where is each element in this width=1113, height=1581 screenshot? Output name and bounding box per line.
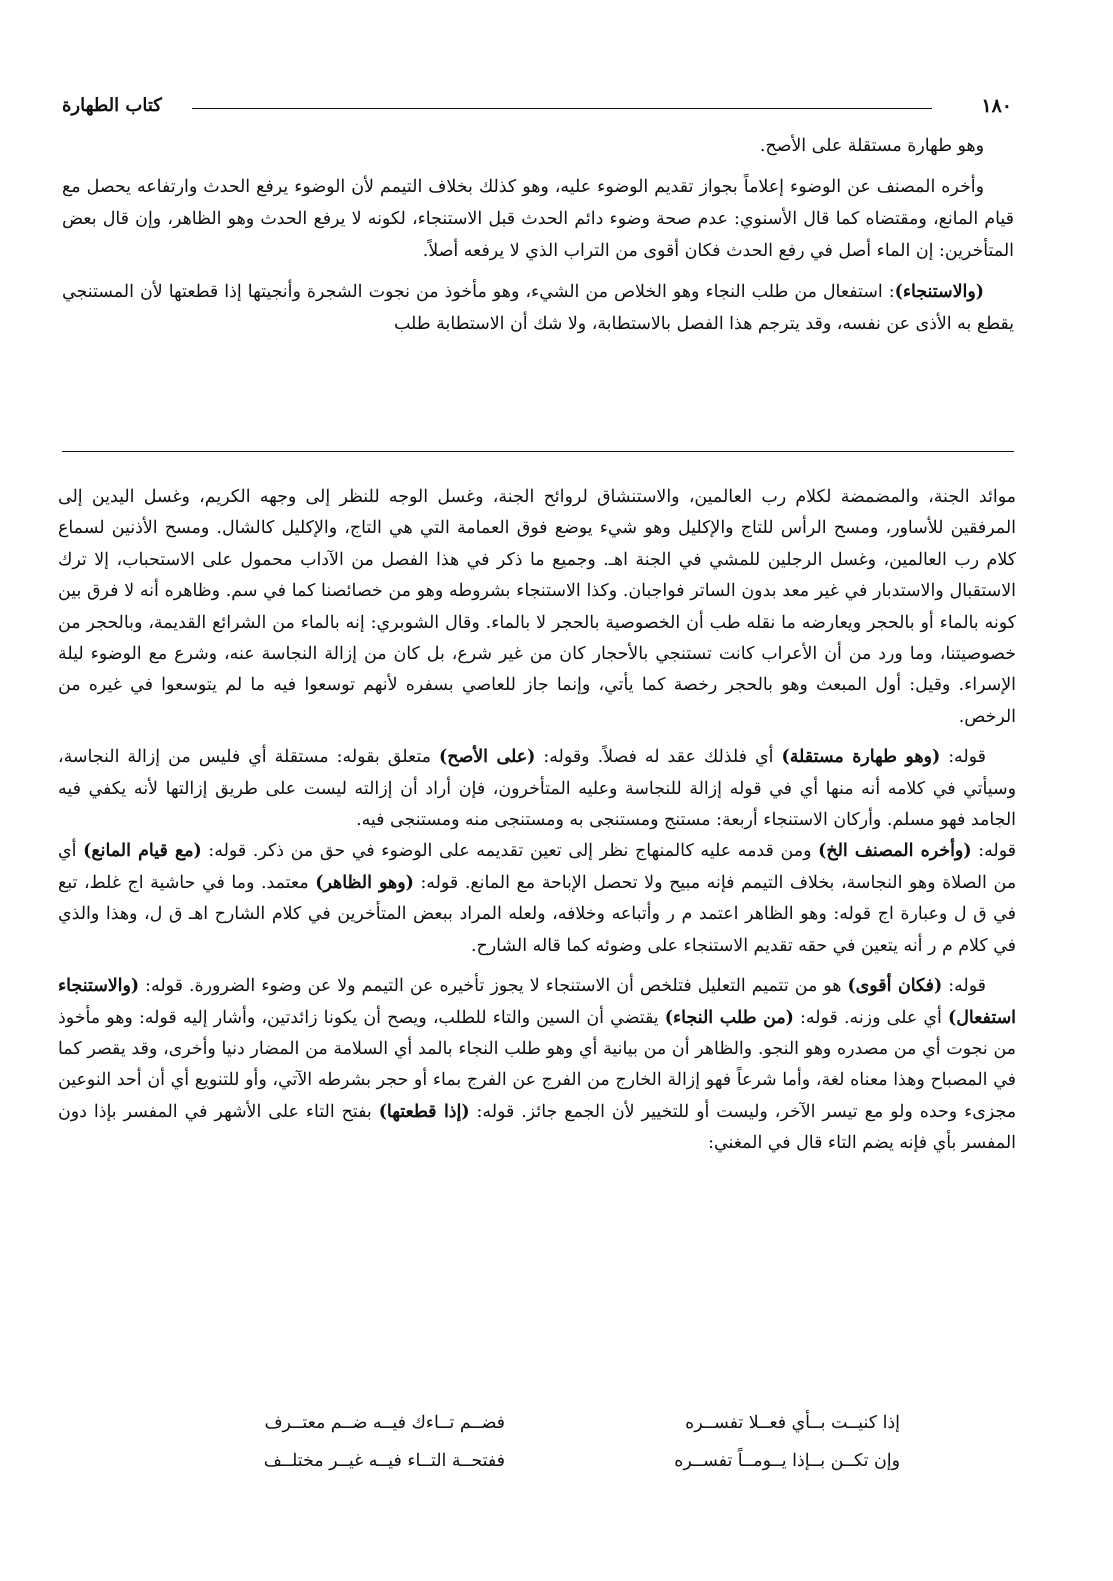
running-title: كتاب الطهارة <box>62 95 162 116</box>
verse-first-hemistich: إذا كنيــت بــأي فعــلا تفســره <box>685 1413 900 1433</box>
page-header <box>62 92 1012 122</box>
bold-term: (من طلب النجاء) <box>664 1007 794 1028</box>
bold-term: (وهو طهارة مستقلة) <box>781 747 941 768</box>
footnote-text: قوله: <box>942 976 986 997</box>
footnote-text: أي فلذلك عقد له فصلاً. وقوله: <box>535 747 782 768</box>
main-paragraph <box>62 276 1014 340</box>
bold-term: (إذا قطعتها) <box>378 1101 470 1122</box>
footnote-paragraph <box>58 742 1016 836</box>
verse-first-hemistich: وإن تكــن بــإذا يــومــاً تفســره <box>674 1451 900 1471</box>
bold-term: (وأخره المصنف الخ) <box>818 841 972 862</box>
footnote-text: معتمد. وما في حاشية اج غلط، تبع في ق ل وعبارة اج قوله: وهو الظاهر اعتمد م ر وأتباعه وخلافه، ولعله المراد ببعض المتأخرين في كلام الشارح اهـ ق ل، وهذا والذي في كلام م ر أنه يتعين في حقه تقديم الاستنجاء على وضوئه كما قاله الشارح. <box>58 872 1016 956</box>
footnote-text: هو من تتميم التعليل فتلخص أن الاستنجاء لا يجوز تأخيره عن التيمم ولا عن وضوء الضرورة. قوله: <box>139 976 848 997</box>
header-rule <box>192 108 932 109</box>
verse-second-hemistich: ففتحــة التــاء فيــه غيــر مختلــف <box>263 1451 505 1471</box>
bold-term: (على الأصح) <box>438 747 536 768</box>
main-text <box>62 130 1014 340</box>
footnote-text: قوله: <box>971 841 1016 862</box>
footnote-paragraph <box>58 836 1016 962</box>
footnote-paragraph: موائد الجنة، والمضمضة لكلام رب العالمين، والاستنشاق لروائح الجنة، وغسل الوجه للنظر إلى وجهه الكريم، وغسل اليدين إلى المرفقين للأساور، ومسح الرأس للتاج والإكليل وهو شيء يوضع فوق العمامة التي هي التاج، والإكليل كالشال. ومسح الأذنين لسماع كلام رب العالمين، وغسل الرجلين للمشي في الجنة اهـ. وجميع ما ذكر في هذا الفصل من الآداب محمول على الاستحباب، إلا ترك الاستقبال والاستدبار في غير معد بدون الساتر فواجبان. وكذا الاستنجاء بشروطه وهو من خصائصنا كما في سم. وظاهره أنه لا فرق بين كونه بالماء أو بالحجر ويعارضه ما نقله طب أن الخصوصية بالحجر لا بالماء. وقال الشوبري: إنه بالماء من الشرائع القديمة، وبالحجر من خصوصيتنا، وما ورد من أن الأعراب كانت تستنجي بالأحجار كان من غير شرع، بل كان من إزالة النجاسة عنه، وشرع مع الوضوء ليلة الإسراء. وقيل: أول المبعث وهو بالحجر رخصة كما يأتي، وإنما جاز للعاصي بسفره لأنهم توسعوا فيه ما لم يتوسعوا في غيره من الرخص. <box>58 487 1016 727</box>
bold-term: (وهو الظاهر) <box>315 872 414 893</box>
bold-term: (مع قيام المانع) <box>83 841 202 862</box>
footnote-divider <box>62 451 1014 452</box>
bold-term: (فكان أقوى) <box>847 976 943 997</box>
footnote-text: متعلق بقوله: مستقلة أي فليس من إزالة النجاسة، وسيأتي في كلامه أنه منها أي في قوله إزالة للنجاسة وعليه المتأخرون، فإن أراد أن إزالته ليست على طريق إزالتها لأنه يكفي فيه الجامد فهو مسلم. وأركان الاستنجاء أربعة: مستنج ومستنجى به ومستنجى منه ومستنجى فيه. <box>58 747 1016 831</box>
paragraph-text: : استفعال من طلب النجاء وهو الخلاص من الشيء، وهو مأخوذ من نجوت الشجرة وأنجيتها إذا قطعتها لأن المستنجي يقطع به الأذى عن نفسه، وقد يترجم هذا الفصل بالاستطابة، ولا شك أن الاستطابة طلب <box>62 282 1014 334</box>
verse-second-hemistich: فضــم تــاءك فيــه ضــم معتــرف <box>264 1413 505 1433</box>
footnotes <box>58 482 1016 1160</box>
bold-term: (والاستنجاء) <box>894 282 984 302</box>
footnote-paragraph <box>58 971 1016 1159</box>
footnote-text: أي من الصلاة وهو النجاسة، بخلاف التيمم فإنه مبيح ولا تحصل الإباحة مع المانع. قوله: <box>58 841 1017 893</box>
footnote-text: ومن قدمه عليه كالمنهاج نظر إلى تعين تقديمه على الوضوء في حق من ذكر. قوله: <box>201 841 819 862</box>
main-paragraph: وأخره المصنف عن الوضوء إعلاماً بجواز تقديم الوضوء عليه، وهو كذلك بخلاف التيمم لأن الوضوء يرفع الحدث وارتفاعه يحصل مع قيام المانع، ومقتضاه كما قال الأسنوي: عدم صحة وضوء دائم الحدث قبل الاستنجاء، لكونه لا يرفع الحدث وهو الظاهر، وإن قال بعض المتأخرين: إن الماء أصل في رفع الحدث فكان أقوى من التراب الذي لا يرفعه أصلاً. <box>62 177 1014 261</box>
footnote-text: بفتح التاء على الأشهر في المفسر بإذا دون المفسر بأي فإنه يضم التاء قال في المغني: <box>58 1101 1016 1154</box>
footnote-text: أي على وزنه. قوله: <box>793 1007 948 1028</box>
bold-term: (والاستنجاء استفعال) <box>58 976 1017 1028</box>
main-paragraph: وهو طهارة مستقلة على الأصح. <box>759 136 984 156</box>
footnote-text: يقتضي أن السين والتاء للطلب، ويصح أن يكونا زائدتين، وأشار إليه قوله: وهو مأخوذ من نجوت أي من مصدره وهو النجو. والظاهر أن من بيانية أي وهو طلب النجاء بالمد أي السلامة من المضار دنيا وأخرى، وقد يقصر كما في المصباح وهذا معناه لغة، وأما شرعاً فهو إزالة الخارج من الفرج عن الفرج بماء أو حجر بشرطه الآتي، وأو للتنويع أي أن أحد النوعين مجزىء وحده ولو مع تيسر الآخر، وليست أو للتخيير لأن الجمع جائز. قوله: <box>58 1007 1017 1122</box>
footnote-text: قوله: <box>940 747 986 768</box>
page-number: ١٨٠ <box>981 95 1012 117</box>
